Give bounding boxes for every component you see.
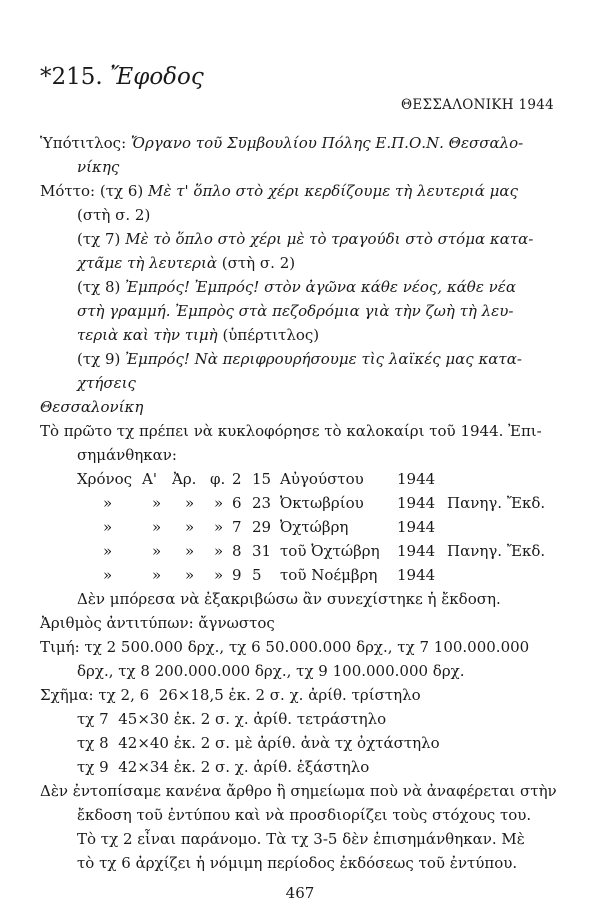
notes-line-3: Τὸ τχ 2 εἶναι παράνομο. Τὰ τχ 3-5 δὲν ἐπισημάνθηκαν. Μὲ [77, 830, 525, 848]
format-line-1: Σχῆμα: τχ 2, 6 26×18,5 ἐκ. 2 σ. χ. ἀρίθ. τρίστηλο [40, 686, 421, 704]
subtitle-line-1 [40, 131, 523, 155]
issue-cell-c3: » [185, 542, 195, 560]
issue-cell-c1: » [103, 542, 113, 560]
issue-cell-day: 15 [252, 470, 272, 488]
format-line-2: τχ 7 45×30 ἐκ. 2 σ. χ. ἀρίθ. τετράστηλο [77, 710, 387, 728]
issue-cell-c2: » [152, 518, 162, 536]
issue-cell-month: Ὀχτώβρη [280, 518, 349, 536]
motto-line-9: χτήσεις [77, 374, 136, 392]
motto-line-7 [77, 323, 319, 347]
issue-cell-day: 29 [252, 518, 272, 536]
uncertain-note: Δὲν μπόρεσα νὰ ἐξακριβώσω ἂν συνεχίστηκε ἡ ἔκδοση. [77, 590, 501, 608]
entry-title: Ἔφοδος [110, 64, 204, 90]
motto-text-8-cont: τεριὰ καὶ τὴν τιμὴ [77, 326, 218, 344]
motto-text-9: Ἐμπρός! Νὰ περιφρουρήσουμε τὶς λαϊκές μας κατα- [125, 350, 522, 368]
issue-row [0, 467, 600, 491]
issue-cell-c3: Ἀρ. [172, 470, 197, 488]
motto-line-6: στὴ γραμμή. Ἐμπρὸς στὰ πεζοδρόμια γιὰ τὴν ζωὴ τὴ λευ- [77, 302, 514, 320]
motto-line-4 [77, 251, 295, 275]
circulation-line-1: Τὸ πρῶτο τχ πρέπει νὰ κυκλοφόρησε τὸ καλοκαίρι τοῦ 1944. Ἐπι- [40, 422, 542, 440]
issue-cell-c2: Α' [142, 470, 157, 488]
price-line-2: δρχ., τχ 8 200.000.000 δρχ., τχ 9 100.000.000 δρχ. [77, 662, 465, 680]
issue-cell-c1: » [103, 518, 113, 536]
city-year: ΘΕΣΣΑΛΟΝΙΚΗ 1944 [400, 97, 554, 113]
issue-cell-year: 1944 [397, 518, 436, 536]
motto-issue-7: (τχ 7) [77, 230, 121, 248]
issue-cell-c3: » [185, 566, 195, 584]
subtitle-label: Ὑπότιτλος: [40, 134, 127, 152]
format-line-4: τχ 9 42×34 ἐκ. 2 σ. χ. ἀρίθ. ἑξάστηλο [77, 758, 370, 776]
issue-cell-month: τοῦ Νοέμβρη [280, 566, 378, 584]
issue-cell-month: Αὐγούστου [280, 470, 364, 488]
issue-cell-num: 9 [232, 566, 242, 584]
copies: Ἀριθμὸς ἀντιτύπων: ἄγνωστος [40, 614, 275, 632]
issue-cell-year: 1944 [397, 542, 436, 560]
issue-cell-num: 7 [232, 518, 242, 536]
motto-text-8: Ἐμπρός! Ἐμπρός! στὸν ἀγῶνα κάθε νέος, κάθε νέα [125, 278, 516, 296]
issue-cell-c2: » [152, 494, 162, 512]
circulation-line-2: σημάνθηκαν: [77, 446, 177, 464]
issue-cell-c2: » [152, 542, 162, 560]
issue-cell-c4: φ. [210, 470, 226, 488]
motto-label: Μόττο: [40, 182, 96, 200]
motto-text-6: Μὲ τ' ὅπλο στὸ χέρι κερδίζουμε τὴ λευτεριά μας [148, 182, 518, 200]
motto-page-ref: (στὴ σ. 2) [221, 254, 296, 272]
issue-cell-month: Ὀκτωβρίου [280, 494, 364, 512]
issue-cell-day: 23 [252, 494, 272, 512]
motto-supertitle: (ὑπέρτιτλος) [222, 326, 320, 344]
subtitle-line-2: νίκης [77, 158, 120, 176]
issue-cell-year: 1944 [397, 566, 436, 584]
format-line-3: τχ 8 42×40 ἐκ. 2 σ. μὲ ἀρίθ. ἀνὰ τχ ὀχτάστηλο [77, 734, 440, 752]
issue-cell-c1: » [103, 566, 113, 584]
motto-text-7: Μὲ τὸ ὅπλο στὸ χέρι μὲ τὸ τραγούδι στὸ στόμα κατα- [125, 230, 534, 248]
entry-heading [40, 64, 204, 90]
notes-line-1: Δὲν ἐντοπίσαμε κανένα ἄρθρο ἢ σημείωμα ποὺ νὰ ἀναφέρεται στὴν [40, 782, 557, 800]
motto-line-5 [77, 275, 516, 299]
issue-cell-year: 1944 [397, 470, 436, 488]
issue-cell-c4: » [214, 494, 224, 512]
place: Θεσσαλονίκη [40, 398, 144, 416]
notes-line-4: τὸ τχ 6 ἀρχίζει ἡ νόμιμη περίοδος ἐκδόσεως τοῦ ἐντύπου. [77, 854, 518, 872]
motto-line-8 [77, 347, 522, 371]
issue-cell-num: 8 [232, 542, 242, 560]
issue-cell-c4: » [214, 542, 224, 560]
issue-row [0, 515, 600, 539]
issue-cell-month: τοῦ Ὀχτώβρη [280, 542, 380, 560]
motto-line-3 [77, 227, 533, 251]
page-number: 467 [285, 884, 315, 902]
issue-row [0, 539, 600, 563]
motto-issue-6: (τχ 6) [99, 182, 144, 200]
issue-cell-c4: » [214, 566, 224, 584]
issue-cell-c1: Χρόνος [77, 470, 133, 488]
motto-line-2: (στὴ σ. 2) [77, 206, 151, 224]
issue-cell-c2: » [152, 566, 162, 584]
issue-cell-day: 31 [252, 542, 272, 560]
motto-text-7-cont: χτᾶμε τὴ λευτεριὰ [77, 254, 217, 272]
issue-cell-note: Πανηγ. Ἔκδ. [447, 542, 546, 560]
issue-cell-note: Πανηγ. Ἔκδ. [447, 494, 546, 512]
price-line-1: Τιμή: τχ 2 500.000 δρχ., τχ 6 50.000.000 δρχ., τχ 7 100.000.000 [40, 638, 530, 656]
notes-line-2: ἔκδοση τοῦ ἐντύπου καὶ νὰ προσδιορίζει τοὺς στόχους του. [77, 806, 532, 824]
issue-row [0, 563, 600, 587]
issue-cell-c1: » [103, 494, 113, 512]
issue-cell-num: 2 [232, 470, 242, 488]
issue-cell-num: 6 [232, 494, 242, 512]
subtitle-text: Ὄργανο τοῦ Συμβουλίου Πόλης Ε.Π.Ο.Ν. Θεσσαλο- [130, 134, 524, 152]
issue-cell-year: 1944 [397, 494, 436, 512]
motto-line-1 [40, 179, 518, 203]
issue-cell-day: 5 [252, 566, 262, 584]
motto-issue-9: (τχ 9) [77, 350, 121, 368]
issue-cell-c4: » [214, 518, 224, 536]
entry-number: *215. [40, 64, 103, 90]
issue-cell-c3: » [185, 494, 195, 512]
motto-issue-8: (τχ 8) [77, 278, 121, 296]
issue-cell-c3: » [185, 518, 195, 536]
issue-row [0, 491, 600, 515]
